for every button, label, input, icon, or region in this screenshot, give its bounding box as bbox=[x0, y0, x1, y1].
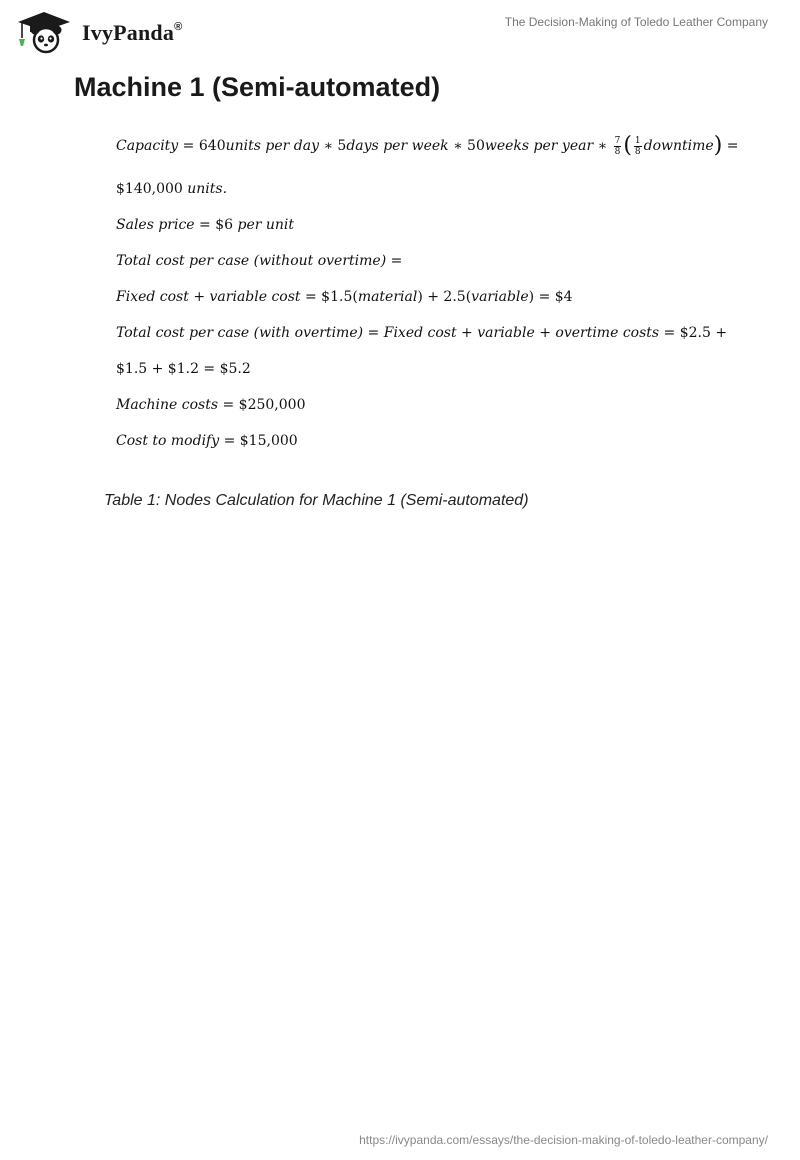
equation-sales-price: Sales price = $6 per unit bbox=[116, 217, 295, 233]
panda-graduate-icon bbox=[14, 8, 76, 54]
document-title: The Decision-Making of Toledo Leather Company bbox=[504, 15, 768, 29]
equation-cost-with-overtime: Total cost per case (with overtime) = Fixed cost + variable + overtime costs = $2.5 + bbox=[116, 325, 728, 341]
section-heading: Machine 1 (Semi-automated) bbox=[74, 72, 441, 102]
page-header bbox=[0, 0, 800, 60]
brand-logo[interactable] bbox=[14, 8, 182, 54]
equation-cost-to-modify: Cost to modify = $15,000 bbox=[116, 433, 298, 449]
equation-cost-without-overtime: Total cost per case (without overtime) = bbox=[116, 253, 403, 269]
table-caption: Table 1: Nodes Calculation for Machine 1 (Semi-automated) bbox=[104, 492, 529, 509]
equation-capacity-result: $140,000 units. bbox=[116, 181, 228, 197]
fraction-seven-eighths: $\frac{7}{8}$ bbox=[614, 135, 621, 157]
brand-name: IvyPanda® bbox=[82, 20, 183, 45]
equation-machine-costs: Machine costs = $250,000 bbox=[116, 397, 306, 413]
equation-fixed-variable: Fixed cost + variable cost = $1.5(material) + 2.5(variable) = $4 bbox=[116, 289, 573, 305]
fraction-one-eighth: $\frac{1}{8}$ bbox=[634, 135, 641, 157]
source-url-link[interactable]: https://ivypanda.com/essays/the-decision-making-of-toledo-leather-company/ bbox=[359, 1133, 768, 1147]
equation-overtime-sum: $1.5 + $1.2 = $5.2 bbox=[116, 361, 251, 377]
equation-capacity: Capacity = 640units per day ∗ 5days per week ∗ 50weeks per year ∗ $\frac{7}{8}$ ( $\frac{1}{8}$ downtime) = bbox=[116, 133, 739, 158]
